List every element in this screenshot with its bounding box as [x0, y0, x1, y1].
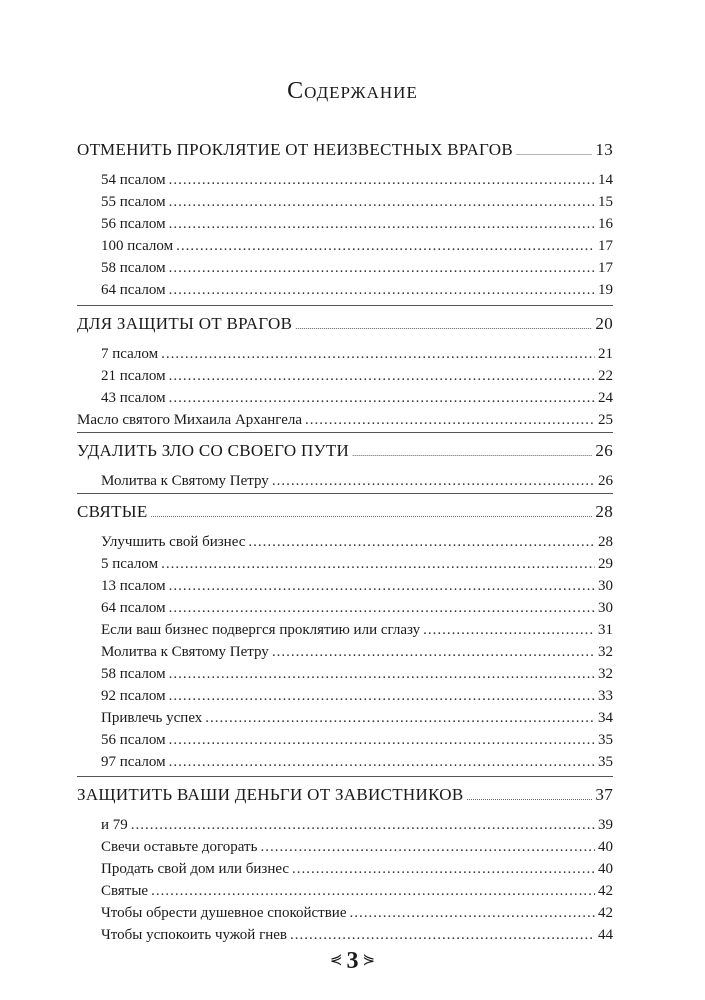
item-label: Продать свой дом или бизнес: [101, 861, 290, 877]
toc-item[interactable]: [101, 238, 613, 255]
item-label: 100 псалом: [101, 238, 174, 254]
item-label: 58 псалом: [101, 260, 166, 276]
item-page: 22: [598, 368, 613, 384]
section-title: СВЯТЫЕ: [77, 502, 148, 521]
section-divider: [77, 305, 613, 306]
toc-item[interactable]: [101, 556, 613, 573]
item-page: 21: [598, 346, 613, 362]
toc-item[interactable]: [101, 710, 613, 727]
toc-item[interactable]: [101, 927, 613, 944]
dot-leader: [169, 282, 595, 299]
dot-leader: [272, 644, 595, 661]
toc-item[interactable]: [101, 578, 613, 595]
page-number: 3: [346, 948, 359, 974]
toc-section-1[interactable]: [77, 140, 613, 160]
dot-leader: [169, 578, 595, 595]
item-page: 24: [598, 390, 613, 406]
dot-leader: [151, 502, 593, 522]
item-label: Чтобы успокоить чужой гнев: [101, 927, 287, 943]
dot-leader: [169, 194, 595, 211]
toc-item[interactable]: [101, 390, 613, 407]
item-page: 16: [598, 216, 613, 232]
item-page: 17: [598, 260, 613, 276]
item-page: 33: [598, 688, 613, 704]
item-label: 56 псалом: [101, 732, 166, 748]
item-page: 42: [598, 883, 613, 899]
dot-leader: [169, 172, 595, 189]
dot-leader: [151, 883, 595, 900]
item-label: Масло святого Михаила Архангела: [77, 412, 303, 428]
dot-leader: [352, 441, 592, 461]
item-page: 40: [598, 861, 613, 877]
item-label: 64 псалом: [101, 600, 166, 616]
item-label: 58 псалом: [101, 666, 166, 682]
item-label: 97 псалом: [101, 754, 166, 770]
dot-leader: [272, 473, 595, 490]
item-label: 43 псалом: [101, 390, 166, 406]
toc-item[interactable]: [101, 732, 613, 749]
toc-section-3[interactable]: [77, 441, 613, 461]
section-page: 26: [595, 441, 613, 460]
dot-leader: [423, 622, 595, 639]
dot-leader: [205, 710, 595, 727]
toc-item[interactable]: [101, 194, 613, 211]
section-title: ДЛЯ ЗАЩИТЫ ОТ ВРАГОВ: [77, 314, 293, 333]
toc-item[interactable]: [101, 861, 613, 878]
dot-leader: [161, 556, 595, 573]
section-divider: [77, 432, 613, 433]
item-page: 32: [598, 666, 613, 682]
dot-leader: [292, 861, 595, 878]
toc-section-5[interactable]: [77, 785, 613, 805]
toc-item[interactable]: [101, 600, 613, 617]
dot-leader: [169, 688, 595, 705]
toc-item[interactable]: [101, 216, 613, 233]
item-label: 54 псалом: [101, 172, 166, 188]
dot-leader: [467, 785, 593, 805]
toc-section-2[interactable]: [77, 314, 613, 334]
item-page: 15: [598, 194, 613, 210]
section-divider: [77, 493, 613, 494]
item-label: Молитва к Святому Петру: [101, 644, 269, 660]
item-page: 31: [598, 622, 613, 638]
item-label: Чтобы обрести душевное спокойствие: [101, 905, 347, 921]
toc-item[interactable]: [101, 644, 613, 661]
item-label: 56 псалом: [101, 216, 166, 232]
item-label: Молитва к Святому Петру: [101, 473, 269, 489]
item-page: 32: [598, 644, 613, 660]
item-label: Улучшить свой бизнес: [101, 534, 246, 550]
dot-leader: [516, 140, 592, 160]
item-page: 25: [598, 412, 613, 428]
dot-leader: [349, 905, 595, 922]
item-page: 34: [598, 710, 613, 726]
item-label: и 79: [101, 817, 128, 833]
item-page: 14: [598, 172, 613, 188]
toc-item[interactable]: [101, 839, 613, 856]
item-page: 30: [598, 600, 613, 616]
item-label: Привлечь успех: [101, 710, 203, 726]
toc-item[interactable]: [101, 346, 613, 363]
dot-leader: [290, 927, 595, 944]
item-page: 19: [598, 282, 613, 298]
item-label: Святые: [101, 883, 149, 899]
toc-section-4[interactable]: [77, 502, 613, 522]
toc-item[interactable]: [77, 412, 613, 429]
toc-item[interactable]: [101, 473, 613, 490]
item-page: 28: [598, 534, 613, 550]
section-page: 37: [595, 785, 613, 804]
section-page: 28: [595, 502, 613, 521]
toc-item[interactable]: [101, 754, 613, 771]
toc-item[interactable]: [101, 688, 613, 705]
page-title: Содержание: [287, 78, 418, 104]
toc-item[interactable]: [101, 817, 613, 834]
item-page: 39: [598, 817, 613, 833]
dot-leader: [305, 412, 595, 429]
toc-item[interactable]: [101, 905, 613, 922]
ornament-left-icon: ⋞: [329, 952, 343, 968]
dot-leader: [169, 260, 595, 277]
toc-item[interactable]: [101, 368, 613, 385]
section-divider: [77, 776, 613, 777]
item-page: 35: [598, 732, 613, 748]
ornament-right-icon: ⋟: [362, 952, 376, 968]
item-page: 35: [598, 754, 613, 770]
item-label: 92 псалом: [101, 688, 166, 704]
dot-leader: [169, 216, 595, 233]
dot-leader: [260, 839, 595, 856]
section-title: ОТМЕНИТЬ ПРОКЛЯТИЕ ОТ НЕИЗВЕСТНЫХ ВРАГОВ: [77, 140, 513, 159]
toc-item[interactable]: [101, 622, 613, 639]
item-label: 13 псалом: [101, 578, 166, 594]
dot-leader: [295, 314, 592, 334]
dot-leader: [169, 390, 595, 407]
item-page: 17: [598, 238, 613, 254]
item-page: 30: [598, 578, 613, 594]
dot-leader: [169, 368, 595, 385]
item-label: 64 псалом: [101, 282, 166, 298]
toc-item[interactable]: [101, 172, 613, 189]
dot-leader: [169, 666, 595, 683]
toc-item[interactable]: [101, 883, 613, 900]
dot-leader: [161, 346, 595, 363]
page-number-footer: [0, 948, 705, 975]
section-title: ЗАЩИТИТЬ ВАШИ ДЕНЬГИ ОТ ЗАВИСТНИКОВ: [77, 785, 464, 804]
item-page: 44: [598, 927, 613, 943]
item-page: 40: [598, 839, 613, 855]
item-label: 7 псалом: [101, 346, 159, 362]
section-title: УДАЛИТЬ ЗЛО СО СВОЕГО ПУТИ: [77, 441, 350, 460]
dot-leader: [176, 238, 595, 255]
item-label: 5 псалом: [101, 556, 159, 572]
section-page: 13: [595, 140, 613, 159]
toc-item[interactable]: [101, 282, 613, 299]
item-page: 26: [598, 473, 613, 489]
item-label: Если ваш бизнес подвергся проклятию или сглазу: [101, 622, 421, 638]
toc-item[interactable]: [101, 534, 613, 551]
toc-item[interactable]: [101, 260, 613, 277]
dot-leader: [131, 817, 595, 834]
item-page: 42: [598, 905, 613, 921]
dot-leader: [169, 600, 595, 617]
item-label: 21 псалом: [101, 368, 166, 384]
item-label: Свечи оставьте догорать: [101, 839, 258, 855]
dot-leader: [169, 732, 595, 749]
dot-leader: [169, 754, 595, 771]
toc-item[interactable]: [101, 666, 613, 683]
item-page: 29: [598, 556, 613, 572]
dot-leader: [248, 534, 595, 551]
item-label: 55 псалом: [101, 194, 166, 210]
section-page: 20: [595, 314, 613, 333]
